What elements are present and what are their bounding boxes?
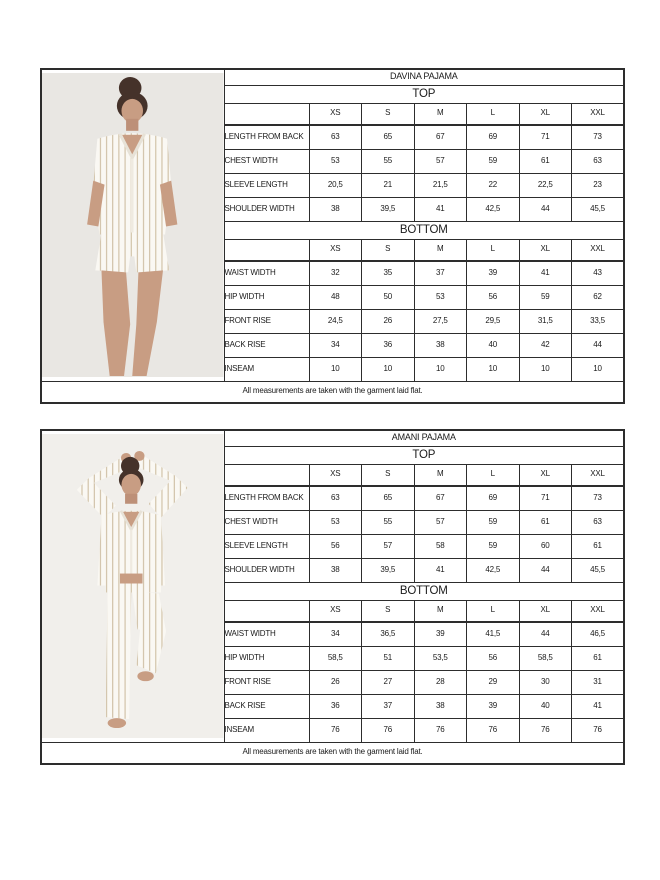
measurement-value: 61 [519, 149, 572, 173]
davina-model-photo [41, 69, 224, 381]
measurement-value: 21 [362, 173, 415, 197]
size-header-xl: XL [519, 103, 572, 125]
measurement-value: 36 [309, 694, 362, 718]
measurement-value: 51 [362, 646, 415, 670]
measurement-value: 63 [309, 125, 362, 149]
measurement-value: 39 [467, 261, 520, 285]
measurement-value: 45,5 [572, 558, 625, 582]
measurement-value: 38 [414, 333, 467, 357]
measurement-value: 30 [519, 670, 572, 694]
davina-photo-frame [42, 73, 224, 377]
measurement-value: 58,5 [519, 646, 572, 670]
measurement-label: HIP WIDTH [224, 285, 309, 309]
size-header-xxl: XXL [572, 464, 625, 486]
measurement-value: 59 [519, 285, 572, 309]
measurement-value: 41 [572, 694, 625, 718]
measurement-value: 67 [414, 486, 467, 510]
amani-size-chart [40, 429, 623, 765]
measurement-label: WAIST WIDTH [224, 261, 309, 285]
measurement-value: 56 [309, 534, 362, 558]
measurement-value: 44 [519, 197, 572, 221]
measurement-label: SHOULDER WIDTH [224, 558, 309, 582]
measurement-value: 62 [572, 285, 625, 309]
chart-title: DAVINA PAJAMA [224, 69, 624, 85]
amani-size-table [40, 429, 625, 765]
measurement-value: 48 [309, 285, 362, 309]
measurement-value: 58,5 [309, 646, 362, 670]
measurement-value: 65 [362, 125, 415, 149]
measurement-value: 76 [362, 718, 415, 742]
amani-model-photo [41, 430, 224, 742]
measurement-value: 10 [309, 357, 362, 381]
measurement-value: 63 [572, 510, 625, 534]
measurement-value: 31 [572, 670, 625, 694]
davina-size-chart [40, 68, 623, 404]
measurement-label: FRONT RISE [224, 309, 309, 333]
measurement-label: SHOULDER WIDTH [224, 197, 309, 221]
measurement-label: CHEST WIDTH [224, 149, 309, 173]
size-header-m: M [414, 600, 467, 622]
section-label-bottom: BOTTOM [224, 582, 624, 600]
size-header-xs: XS [309, 239, 362, 261]
size-header-xl: XL [519, 464, 572, 486]
measurement-value: 46,5 [572, 622, 625, 646]
measurement-value: 56 [467, 285, 520, 309]
size-header-xxl: XXL [572, 239, 625, 261]
amani-model-illustration [42, 434, 224, 738]
measurement-value: 44 [519, 622, 572, 646]
title-row [41, 69, 624, 85]
size-header-m: M [414, 103, 467, 125]
measurement-label: LENGTH FROM BACK [224, 486, 309, 510]
measurement-value: 34 [309, 622, 362, 646]
measurement-value: 69 [467, 486, 520, 510]
measurement-value: 41 [414, 197, 467, 221]
measurement-value: 24,5 [309, 309, 362, 333]
measurement-value: 26 [362, 309, 415, 333]
chart-title: AMANI PAJAMA [224, 430, 624, 446]
size-header-l: L [467, 239, 520, 261]
size-header-l: L [467, 600, 520, 622]
measurement-value: 26 [309, 670, 362, 694]
measurement-value: 39 [467, 694, 520, 718]
measurement-value: 38 [309, 558, 362, 582]
measurement-value: 61 [572, 534, 625, 558]
corner-cell [224, 600, 309, 622]
measurement-value: 76 [414, 718, 467, 742]
size-header-xs: XS [309, 464, 362, 486]
corner-cell [224, 464, 309, 486]
measurement-value: 73 [572, 486, 625, 510]
measurement-value: 61 [572, 646, 625, 670]
size-header-m: M [414, 464, 467, 486]
measurement-label: CHEST WIDTH [224, 510, 309, 534]
measurement-label: SLEEVE LENGTH [224, 173, 309, 197]
measurement-value: 55 [362, 149, 415, 173]
size-header-s: S [362, 600, 415, 622]
measurement-value: 39 [414, 622, 467, 646]
section-label-top: TOP [224, 85, 624, 103]
measurement-value: 37 [362, 694, 415, 718]
measurement-value: 29 [467, 670, 520, 694]
measurement-value: 39,5 [362, 558, 415, 582]
measurement-value: 73 [572, 125, 625, 149]
title-row [41, 430, 624, 446]
measurement-label: INSEAM [224, 357, 309, 381]
measurement-value: 34 [309, 333, 362, 357]
measurement-label: LENGTH FROM BACK [224, 125, 309, 149]
measurement-value: 38 [414, 694, 467, 718]
measurement-value: 61 [519, 510, 572, 534]
measurement-label: BACK RISE [224, 333, 309, 357]
measurement-label: HIP WIDTH [224, 646, 309, 670]
footnote: All measurements are taken with the garment laid flat. [41, 742, 624, 764]
section-label-bottom: BOTTOM [224, 221, 624, 239]
measurement-value: 65 [362, 486, 415, 510]
measurement-value: 27 [362, 670, 415, 694]
measurement-value: 76 [309, 718, 362, 742]
measurement-value: 10 [414, 357, 467, 381]
measurement-value: 76 [467, 718, 520, 742]
size-header-xl: XL [519, 239, 572, 261]
measurement-value: 27,5 [414, 309, 467, 333]
measurement-value: 38 [309, 197, 362, 221]
measurement-value: 53,5 [414, 646, 467, 670]
measurement-value: 21,5 [414, 173, 467, 197]
measurement-value: 58 [414, 534, 467, 558]
measurement-value: 10 [519, 357, 572, 381]
size-header-xxl: XXL [572, 600, 625, 622]
size-header-s: S [362, 103, 415, 125]
measurement-value: 20,5 [309, 173, 362, 197]
size-header-xxl: XXL [572, 103, 625, 125]
measurement-value: 28 [414, 670, 467, 694]
measurement-value: 71 [519, 125, 572, 149]
measurement-label: SLEEVE LENGTH [224, 534, 309, 558]
measurement-value: 69 [467, 125, 520, 149]
amani-photo-frame [42, 434, 224, 738]
measurement-label: WAIST WIDTH [224, 622, 309, 646]
measurement-value: 60 [519, 534, 572, 558]
measurement-value: 57 [362, 534, 415, 558]
measurement-value: 40 [467, 333, 520, 357]
measurement-value: 33,5 [572, 309, 625, 333]
section-label-top: TOP [224, 446, 624, 464]
measurement-value: 63 [572, 149, 625, 173]
measurement-value: 36,5 [362, 622, 415, 646]
measurement-value: 43 [572, 261, 625, 285]
measurement-value: 57 [414, 510, 467, 534]
footnote: All measurements are taken with the garment laid flat. [41, 381, 624, 403]
size-header-xs: XS [309, 103, 362, 125]
measurement-label: INSEAM [224, 718, 309, 742]
measurement-value: 37 [414, 261, 467, 285]
size-header-m: M [414, 239, 467, 261]
measurement-value: 41 [414, 558, 467, 582]
size-header-s: S [362, 239, 415, 261]
measurement-value: 76 [572, 718, 625, 742]
measurement-value: 55 [362, 510, 415, 534]
measurement-value: 42,5 [467, 197, 520, 221]
measurement-label: FRONT RISE [224, 670, 309, 694]
measurement-value: 56 [467, 646, 520, 670]
measurement-value: 53 [309, 510, 362, 534]
davina-model-illustration [42, 73, 224, 377]
measurement-value: 71 [519, 486, 572, 510]
measurement-value: 36 [362, 333, 415, 357]
measurement-label: BACK RISE [224, 694, 309, 718]
measurement-value: 22 [467, 173, 520, 197]
measurement-value: 42,5 [467, 558, 520, 582]
measurement-value: 41,5 [467, 622, 520, 646]
measurement-value: 22,5 [519, 173, 572, 197]
measurement-value: 10 [362, 357, 415, 381]
measurement-value: 41 [519, 261, 572, 285]
measurement-value: 59 [467, 510, 520, 534]
measurement-value: 42 [519, 333, 572, 357]
measurement-value: 50 [362, 285, 415, 309]
corner-cell [224, 103, 309, 125]
size-header-s: S [362, 464, 415, 486]
measurement-value: 39,5 [362, 197, 415, 221]
measurement-value: 44 [572, 333, 625, 357]
measurement-value: 57 [414, 149, 467, 173]
measurement-value: 35 [362, 261, 415, 285]
measurement-value: 10 [467, 357, 520, 381]
measurement-value: 45,5 [572, 197, 625, 221]
measurement-value: 76 [519, 718, 572, 742]
measurement-value: 31,5 [519, 309, 572, 333]
measurement-value: 53 [309, 149, 362, 173]
corner-cell [224, 239, 309, 261]
measurement-value: 32 [309, 261, 362, 285]
measurement-value: 44 [519, 558, 572, 582]
size-header-xs: XS [309, 600, 362, 622]
size-header-l: L [467, 464, 520, 486]
size-header-l: L [467, 103, 520, 125]
measurement-value: 63 [309, 486, 362, 510]
measurement-value: 23 [572, 173, 625, 197]
footnote-row [41, 742, 624, 764]
measurement-value: 29,5 [467, 309, 520, 333]
davina-size-table [40, 68, 625, 404]
size-header-xl: XL [519, 600, 572, 622]
measurement-value: 67 [414, 125, 467, 149]
measurement-value: 53 [414, 285, 467, 309]
measurement-value: 59 [467, 149, 520, 173]
footnote-row [41, 381, 624, 403]
measurement-value: 40 [519, 694, 572, 718]
measurement-value: 10 [572, 357, 625, 381]
measurement-value: 59 [467, 534, 520, 558]
